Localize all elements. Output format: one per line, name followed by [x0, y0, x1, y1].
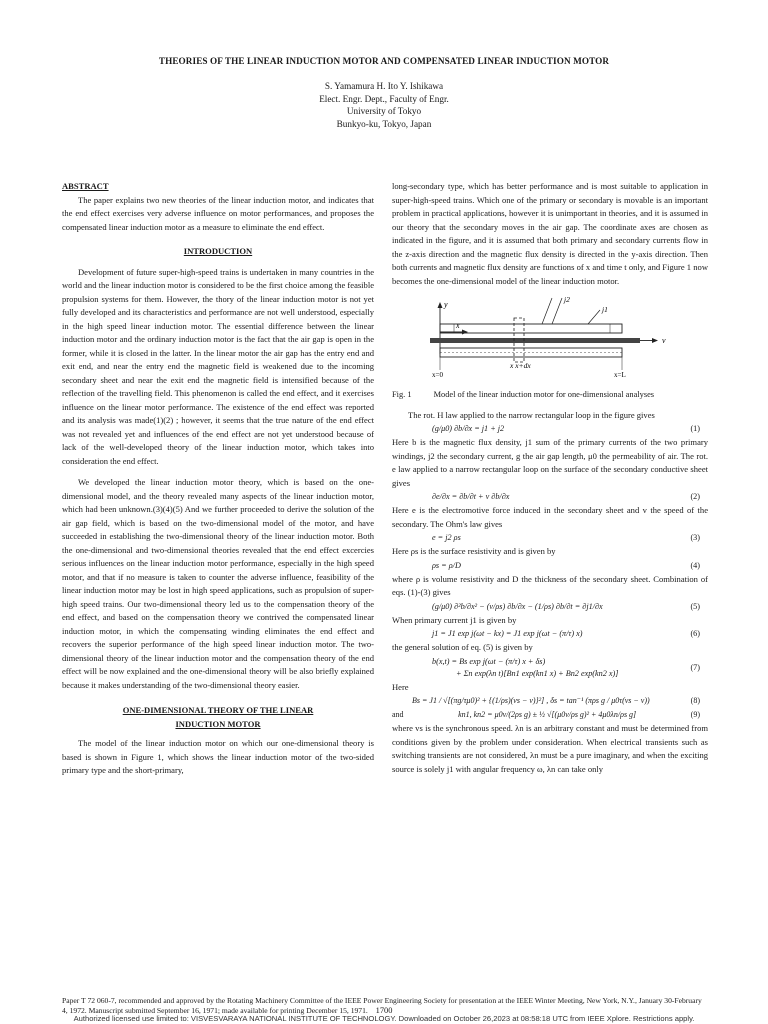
fig-label-xl: x=L	[614, 371, 626, 378]
intro-paragraph-2: We developed the linear induction motor theory, which is based on the one-dimensional model, and the theory revealed many aspects of the linear induction motor, which had been unknown.(3)(4)(5) And we further proceeded to derive the solution of the air gap field, which is based on the two-dimensional model of the motor, and have succeeded in establishing the two-dimensional theory of the linear induction motor. Both the one-dimensional and two-dimensional theories revealed that the end effect excercies serious influences on the linear induction motor performance, especially in the high speed motor, and that if no measure is taken to counter the adverse influence, feasibility of the linear induction motor may be lost in high speed applications, such as propulsion of super-high speed trains. Our two-dimensional theory led us to the compensation theory of the end effect, and based on the compensation theory we contrived the compensated linear induction motor, in which the compensating winding eliminates the end effect and recovers the superior performance of the high speed linear induction motor. The two-dimensional theory of the linear induction motor and the compensation theory of the end effect will be now explained and the one-dimensional theory will be also briefly explained because it makes understanding of the two-dimensional theory easier.	[62, 477, 374, 690]
and-label: and	[392, 710, 404, 719]
paper-title: THEORIES OF THE LINEAR INDUCTION MOTOR AND COMPENSATED LINEAR INDUCTION MOTOR	[158, 56, 610, 66]
author-block	[0, 80, 768, 130]
author-dept: Elect. Engr. Dept., Faculty of Engr.	[319, 93, 449, 104]
equation-7-line-1: b(x,t) = Bs exp j(ωt − (π/τ) x + δs)	[432, 656, 546, 666]
equation-4	[392, 559, 708, 573]
equation-9	[392, 708, 708, 722]
model-paragraph: long-secondary type, which has better performance and is most suitable to application in super-high-speed trains. Which one of the primary or secondary is movable is an important problem in practical applications, however it is unimportant in theories, and it is assumed in our theory that the secondary moves in the air gap. The coordinate axes are chosen as indicated in the figure, and it is assumed that both primary and secondary currents flow in the z-axis direction and the magnetic flux density is directed in the y-axis direction. Then both currents and magnetic flux density are functions of x and time t only, and Figure 1 now becomes the one-dimensional model of the linear induction motor.	[392, 181, 708, 286]
emf-paragraph: Here e is the electromotive force induced in the secondary sheet and v the speed of the secondary. The Ohm's law gives	[392, 505, 708, 529]
author-univ: University of Tokyo	[346, 106, 422, 116]
equation-3-number: (3)	[690, 533, 700, 542]
fig-label-j2: j2	[564, 295, 570, 304]
equation-8-number: (8)	[690, 696, 700, 705]
equation-8	[392, 694, 708, 708]
primary-current-paragraph: When primary current j1 is given by	[392, 614, 517, 625]
fig-label-xdx: x x+dx	[510, 361, 531, 370]
equation-9-number: (9)	[690, 710, 700, 719]
right-column	[392, 180, 708, 776]
equation-3	[392, 531, 708, 545]
equation-1-number: (1)	[690, 424, 700, 433]
abstract-heading: ABSTRACT	[62, 181, 109, 191]
abstract-text: The paper explains two new theories of the linear induction motor, and indicates that the end effect exercises very adverse influence on motor performances, and proposes the compensated linear induction motor as a measure to eliminate the end effect.	[62, 194, 374, 232]
equation-4-body: ρs = ρ/D	[432, 560, 461, 570]
equation-1-body: (g/μ0) ∂b/∂x = j1 + j2	[432, 424, 505, 433]
equation-7-number: (7)	[690, 662, 700, 672]
equation-9-body: kn1, kn2 = μ0v/(2ρs g) ± ½ √[(μ0v/ρs g)² + 4μ0λn/ρs g]	[458, 710, 637, 719]
equation-5-number: (5)	[690, 601, 700, 611]
equation-5-body: (g/μ0) ∂²b/∂x² − (v/ρs) ∂b/∂x − (1/ρs) ∂b/∂t = ∂j1/∂x	[432, 601, 603, 611]
equation-1	[392, 422, 708, 436]
equation-6-body: j1 = J1 exp j(ωt − kx) = J1 exp j(ωt − (π/τ) x)	[432, 629, 583, 638]
equation-2-body: ∂e/∂x = ∂b/∂t + v ∂b/∂x	[432, 492, 510, 501]
equation-2	[392, 490, 708, 504]
variables-paragraph: Here b is the magnetic flux density, j1 sum of the primary currents of the two primary windings, j2 the secondary current, g the air gap length, μ0 the permeability of air. The rot. e law applied to a narrow rectangular loop on the surface of the secondary conductive sheet gives	[392, 437, 708, 488]
synchronous-speed-paragraph: where vs is the synchronous speed. λn is an arbitrary constant and must be determined from conditions given by the problem under consideration. When electrical transients such as switching transients are not considered, λn must be a pure imaginary, and when the exciting source is solely j1 with angular frequency ω, λn can take only	[392, 723, 708, 774]
intro-paragraph-1: Development of future super-high-speed trains is undertaken in many countries in the world and the linear induction motor is considered to be the first choice among the feasible propulsion systems for them. However, the thory of the linear induction motor is not yet fully developed and its characteristics and performance are not well understood, especially in the high speed linear induction motor. The essential difference between the linear induction motor and the ordinary induction motor is the fact that the air gap is open in the former, while it is closed in the latter. In the linear motor the air gap has the entry end and exit end, and near the entry end the magnetic field is weakened due to the incoming secondary sheet and near the exit end the magnetic field is intensified because of the reflection of the travelling field. This phenomenon is called the end effect, and it exercises influence on the linear motor performance. The existence of the end effect was reported and its analysis was made(1)(2) ; however, it seems that the true nature of the end effect was not revealed yet and influences of the end effect are not yet understood because of lack of the well-developed theory of the linear induction motor, which takes into consideration the end effect.	[62, 266, 374, 466]
figure-1-caption	[392, 389, 708, 401]
general-solution-paragraph: the general solution of eq. (5) is given by	[392, 642, 533, 652]
one-dimensional-paragraph: The model of the linear induction motor on which our one-dimensional theory is based is shown in Figure 1, which shows the linear induction motor of the two-sided primary type and the short-primary,	[62, 738, 374, 775]
fig-label-y: y	[444, 300, 448, 309]
equation-7-line-2: + Σn exp(λn t)[Bn1 exp(kn1 x) + Bn2 exp(kn2 x)]	[456, 668, 619, 678]
equation-3-body: e = j2 ρs	[432, 533, 461, 542]
figure-1-diagram	[392, 292, 708, 378]
one-dimensional-heading: ONE-DIMENSIONAL THEORY OF THE LINEAR INDUCTION MOTOR	[122, 705, 314, 729]
combination-paragraph: where ρ is volume resistivity and D the thickness of the secondary sheet. Combination of eqs. (1)-(3) gives	[392, 573, 708, 597]
fig-label-v: v	[662, 336, 666, 345]
equation-2-number: (2)	[690, 492, 700, 501]
left-column	[62, 180, 374, 778]
author-location: Bunkyo-ku, Tokyo, Japan	[336, 118, 432, 129]
figure-1-label: Fig. 1	[392, 389, 412, 399]
here-label: Here	[392, 681, 409, 692]
equation-6	[392, 627, 708, 641]
author-names: S. Yamamura H. Ito Y. Ishikawa	[324, 81, 444, 91]
figure-1-caption-text: Model of the linear induction motor for one-dimensional analyses	[433, 389, 655, 399]
license-notice: Authorized licensed use limited to: VISVESVARAYA NATIONAL INSTITUTE OF TECHNOLOGY. Downloaded on October 26,2023 at 08:58:18 UTC from IEEE Xplore. Restrictions apply.	[73, 1014, 695, 1023]
rot-h-paragraph: The rot. H law applied to the narrow rectangular loop in the figure gives	[408, 409, 655, 420]
fig-label-j1: j1	[602, 305, 608, 314]
fig-label-x: x	[456, 321, 460, 330]
footnote: Paper T 72 060-7, recommended and approved by the Rotating Machinery Committee of the IEEE Power Engineering Society for presentation at the IEEE Winter Meeting, New York, N.Y., January 30-February 4, 1972. Manuscript submitted September 16, 1971; made available for printing December 15, 1971.	[62, 996, 702, 1015]
fig-label-x0: x=0	[432, 371, 443, 378]
introduction-heading: INTRODUCTION	[183, 246, 253, 256]
equation-4-number: (4)	[690, 560, 700, 570]
equation-8-body: Bs = J1 / √[(πg/τμ0)² + {(1/ρs)(vs − v)}²] , δs = tan⁻¹ (πρs g / μ0τ(vs − v))	[412, 696, 650, 705]
equation-6-number: (6)	[690, 629, 700, 638]
page-number: 1700	[375, 1006, 393, 1015]
equation-7	[392, 655, 708, 681]
resistivity-paragraph: Here ρs is the surface resistivity and is given by	[392, 546, 556, 556]
equation-5	[392, 600, 708, 614]
